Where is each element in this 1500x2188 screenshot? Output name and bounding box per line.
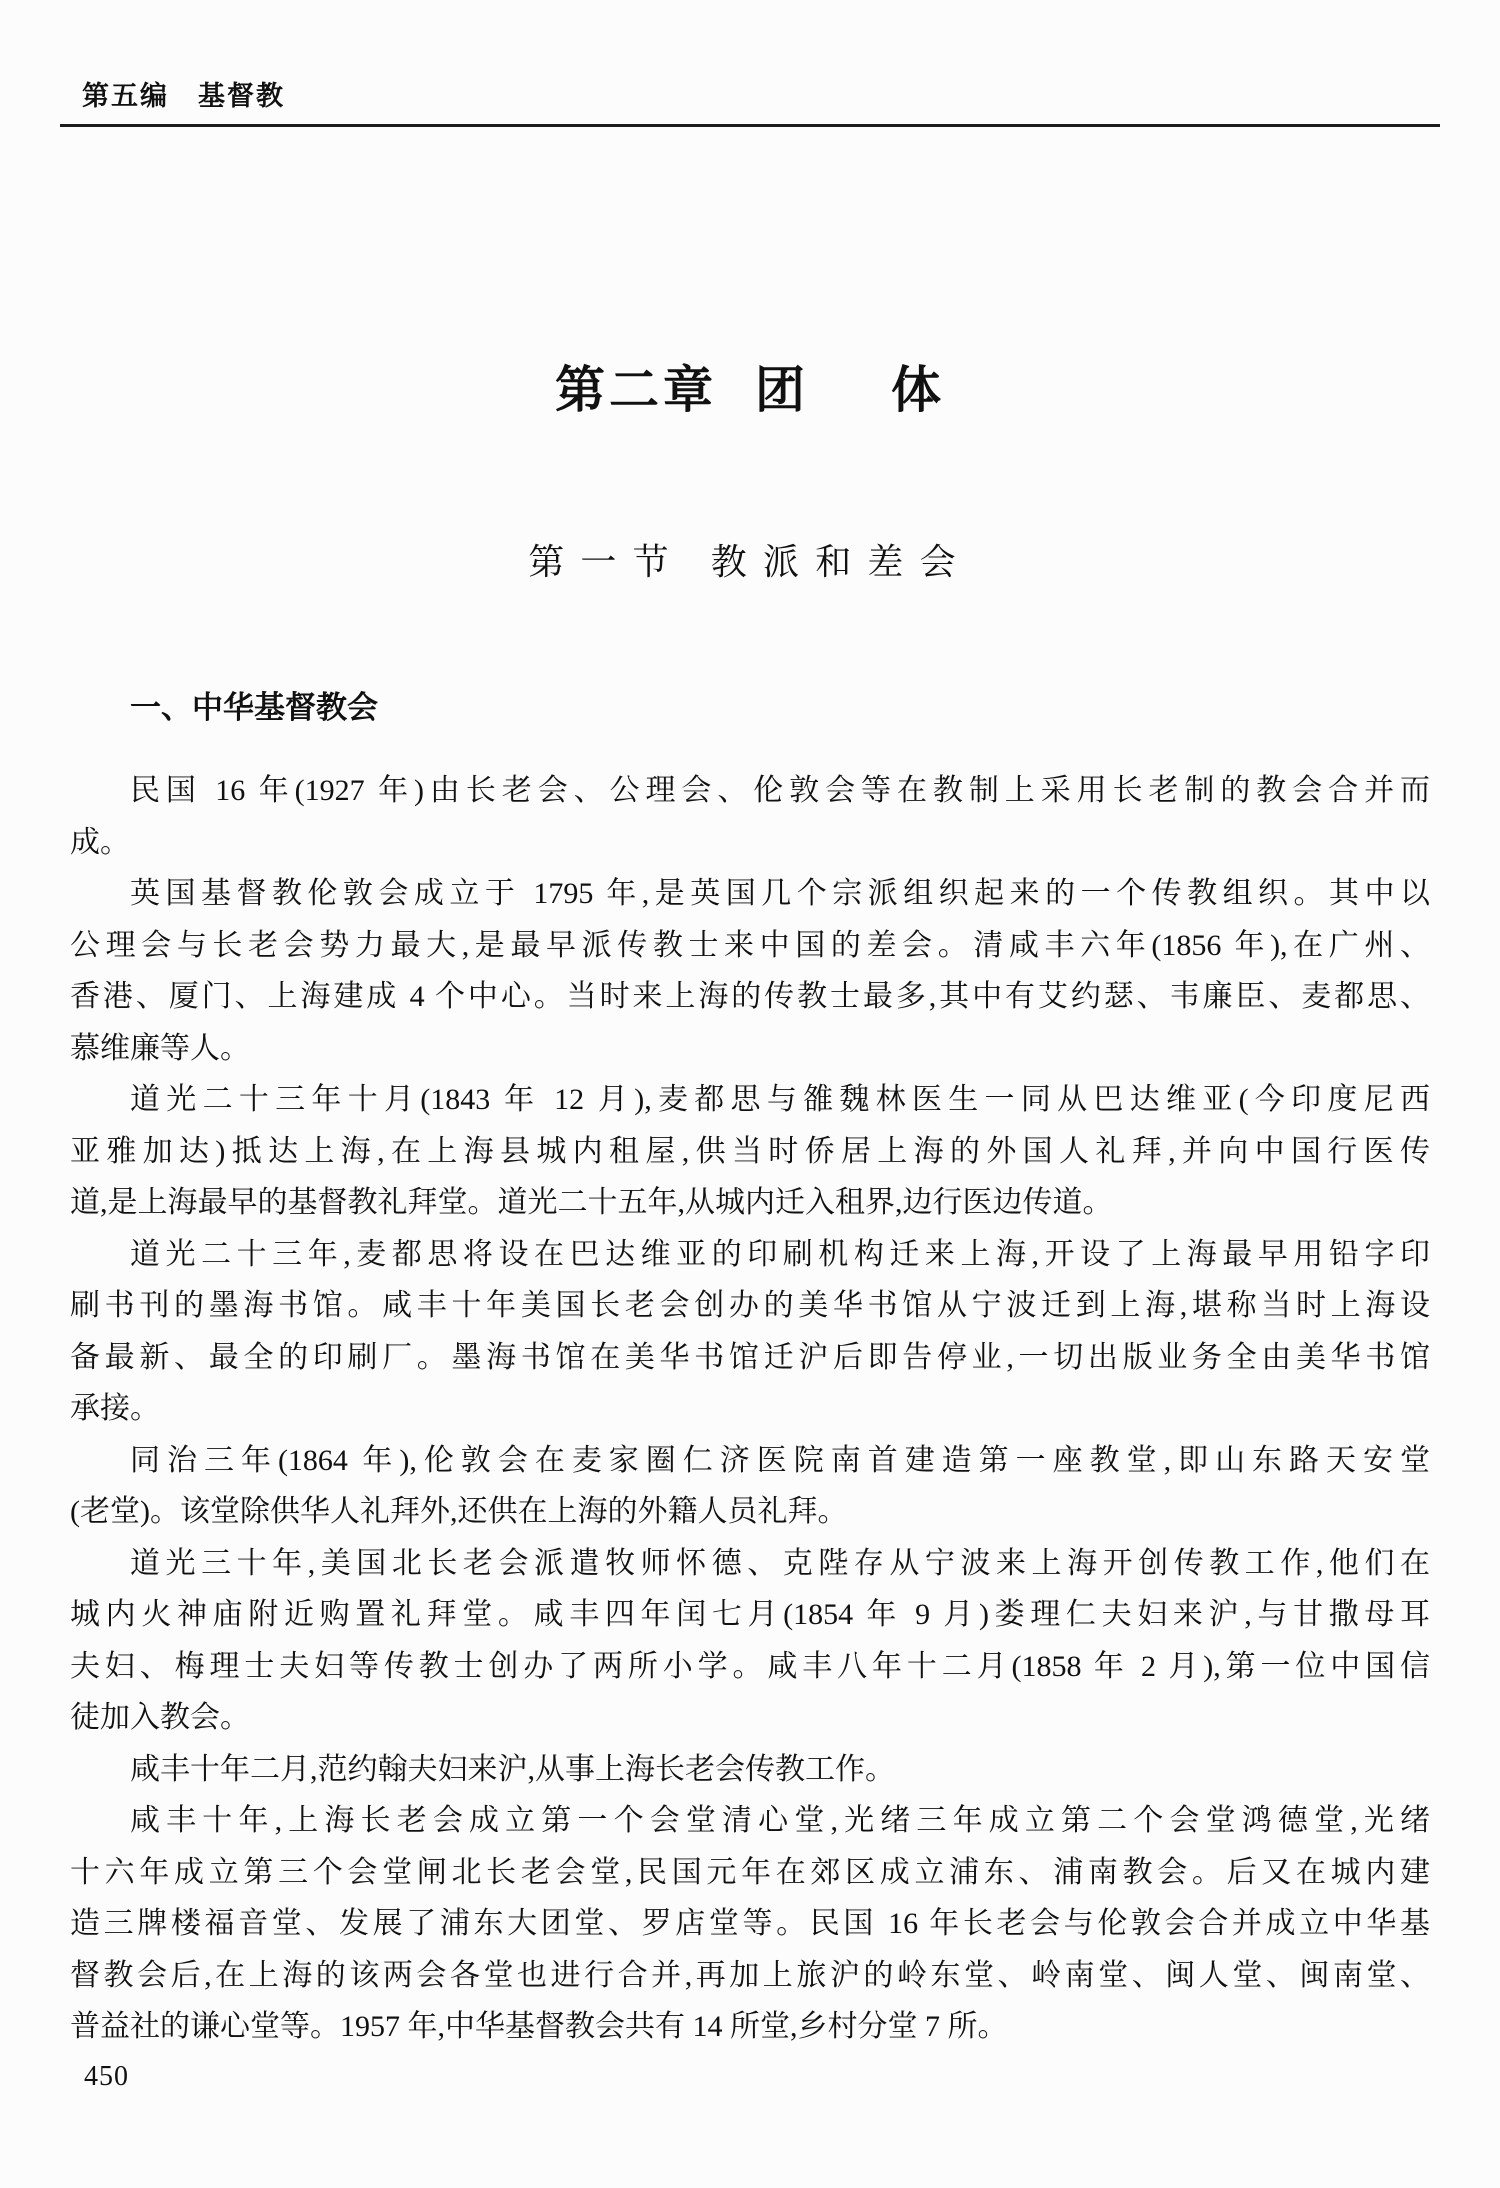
body-text [70, 765, 1430, 2053]
text-line: 民国 16 年(1927 年)由长老会、公理会、伦敦会等在教制上采用长老制的教会合并而 [130, 774, 1430, 807]
text-line: 咸丰十年,上海长老会成立第一个会堂清心堂,光绪三年成立第二个会堂鸿德堂,光绪 [130, 1804, 1430, 1837]
text-line: (老堂)。该堂除供华人礼拜外,还供在上海的外籍人员礼拜。 [70, 1495, 848, 1528]
text-line: 十六年成立第三个会堂闸北长老会堂,民国元年在郊区成立浦东、浦南教会。后又在城内建 [70, 1855, 1430, 1889]
text-line: 督教会后,在上海的该两会各堂也进行合并,再加上旅沪的岭东堂、岭南堂、闽人堂、闽南堂、 [70, 1958, 1430, 1992]
text-line: 道,是上海最早的基督教礼拜堂。道光二十五年,从城内迁入租界,边行医边传道。 [70, 1186, 1113, 1219]
text-line: 普益社的谦心堂等。1957 年,中华基督教会共有 14 所堂,乡村分堂 7 所。 [70, 2010, 1008, 2043]
page-number: 450 [84, 2060, 129, 2092]
text-line: 夫妇、梅理士夫妇等传教士创办了两所小学。咸丰八年十二月(1858 年 2 月),第一位中国信 [70, 1649, 1430, 1683]
chapter-title [70, 355, 1430, 425]
text-line: 英国基督教伦敦会成立于 1795 年,是英国几个宗派组织起来的一个传教组织。其中以 [130, 877, 1430, 910]
header-rule [60, 124, 1440, 127]
section-name: 教派和差会 [710, 542, 972, 582]
text-line: 徒加入教会。 [70, 1701, 250, 1734]
chapter-word-1: 团 [755, 362, 809, 418]
text-line: 亚雅加达)抵达上海,在上海县城内租屋,供当时侨居上海的外国人礼拜,并向中国行医传 [70, 1134, 1430, 1168]
text-line: 刷书刊的墨海书馆。咸丰十年美国长老会创办的美华书馆从宁波迁到上海,堪称当时上海设 [70, 1289, 1430, 1322]
text-line: 同治三年(1864 年),伦敦会在麦家圈仁济医院南首建造第一座教堂,即山东路天安堂 [130, 1443, 1430, 1477]
running-head: 第五编 基督教 [82, 81, 285, 111]
section-number: 第一节 [528, 542, 685, 582]
text-line: 备最新、最全的印刷厂。墨海书馆在美华书馆迁沪后即告停业,一切出版业务全由美华书馆 [70, 1340, 1430, 1374]
text-line: 公理会与长老会势力最大,是最早派传教士来中国的差会。清咸丰六年(1856 年),在广州、 [70, 928, 1430, 962]
chapter-word-2: 体 [891, 362, 945, 418]
text-line: 成。 [70, 825, 130, 859]
text-line: 道光三十年,美国北长老会派遣牧师怀德、克陛存从宁波来上海开创传教工作,他们在 [130, 1546, 1430, 1580]
section-title [70, 537, 1430, 587]
chapter-number: 第二章 [555, 362, 717, 418]
subsection-heading: 一、中华基督教会 [130, 690, 378, 725]
text-line: 承接。 [70, 1392, 160, 1425]
text-line: 香港、厦门、上海建成 4 个中心。当时来上海的传教士最多,其中有艾约瑟、韦廉臣、麦都思、 [70, 980, 1430, 1013]
text-line: 道光二十三年十月(1843 年 12 月),麦都思与雒魏林医生一同从巴达维亚(今印度尼西 [130, 1083, 1430, 1116]
text-line: 咸丰十年二月,范约翰夫妇来沪,从事上海长老会传教工作。 [130, 1752, 895, 1786]
text-line: 慕维廉等人。 [70, 1031, 250, 1065]
text-line: 道光二十三年,麦都思将设在巴达维亚的印刷机构迁来上海,开设了上海最早用铅字印 [130, 1237, 1430, 1271]
text-line: 城内火神庙附近购置礼拜堂。咸丰四年闰七月(1854 年 9 月)娄理仁夫妇来沪,与甘撒母耳 [70, 1598, 1430, 1631]
text-line: 造三牌楼福音堂、发展了浦东大团堂、罗店堂等。民国 16 年长老会与伦敦会合并成立中华基 [70, 1907, 1430, 1940]
